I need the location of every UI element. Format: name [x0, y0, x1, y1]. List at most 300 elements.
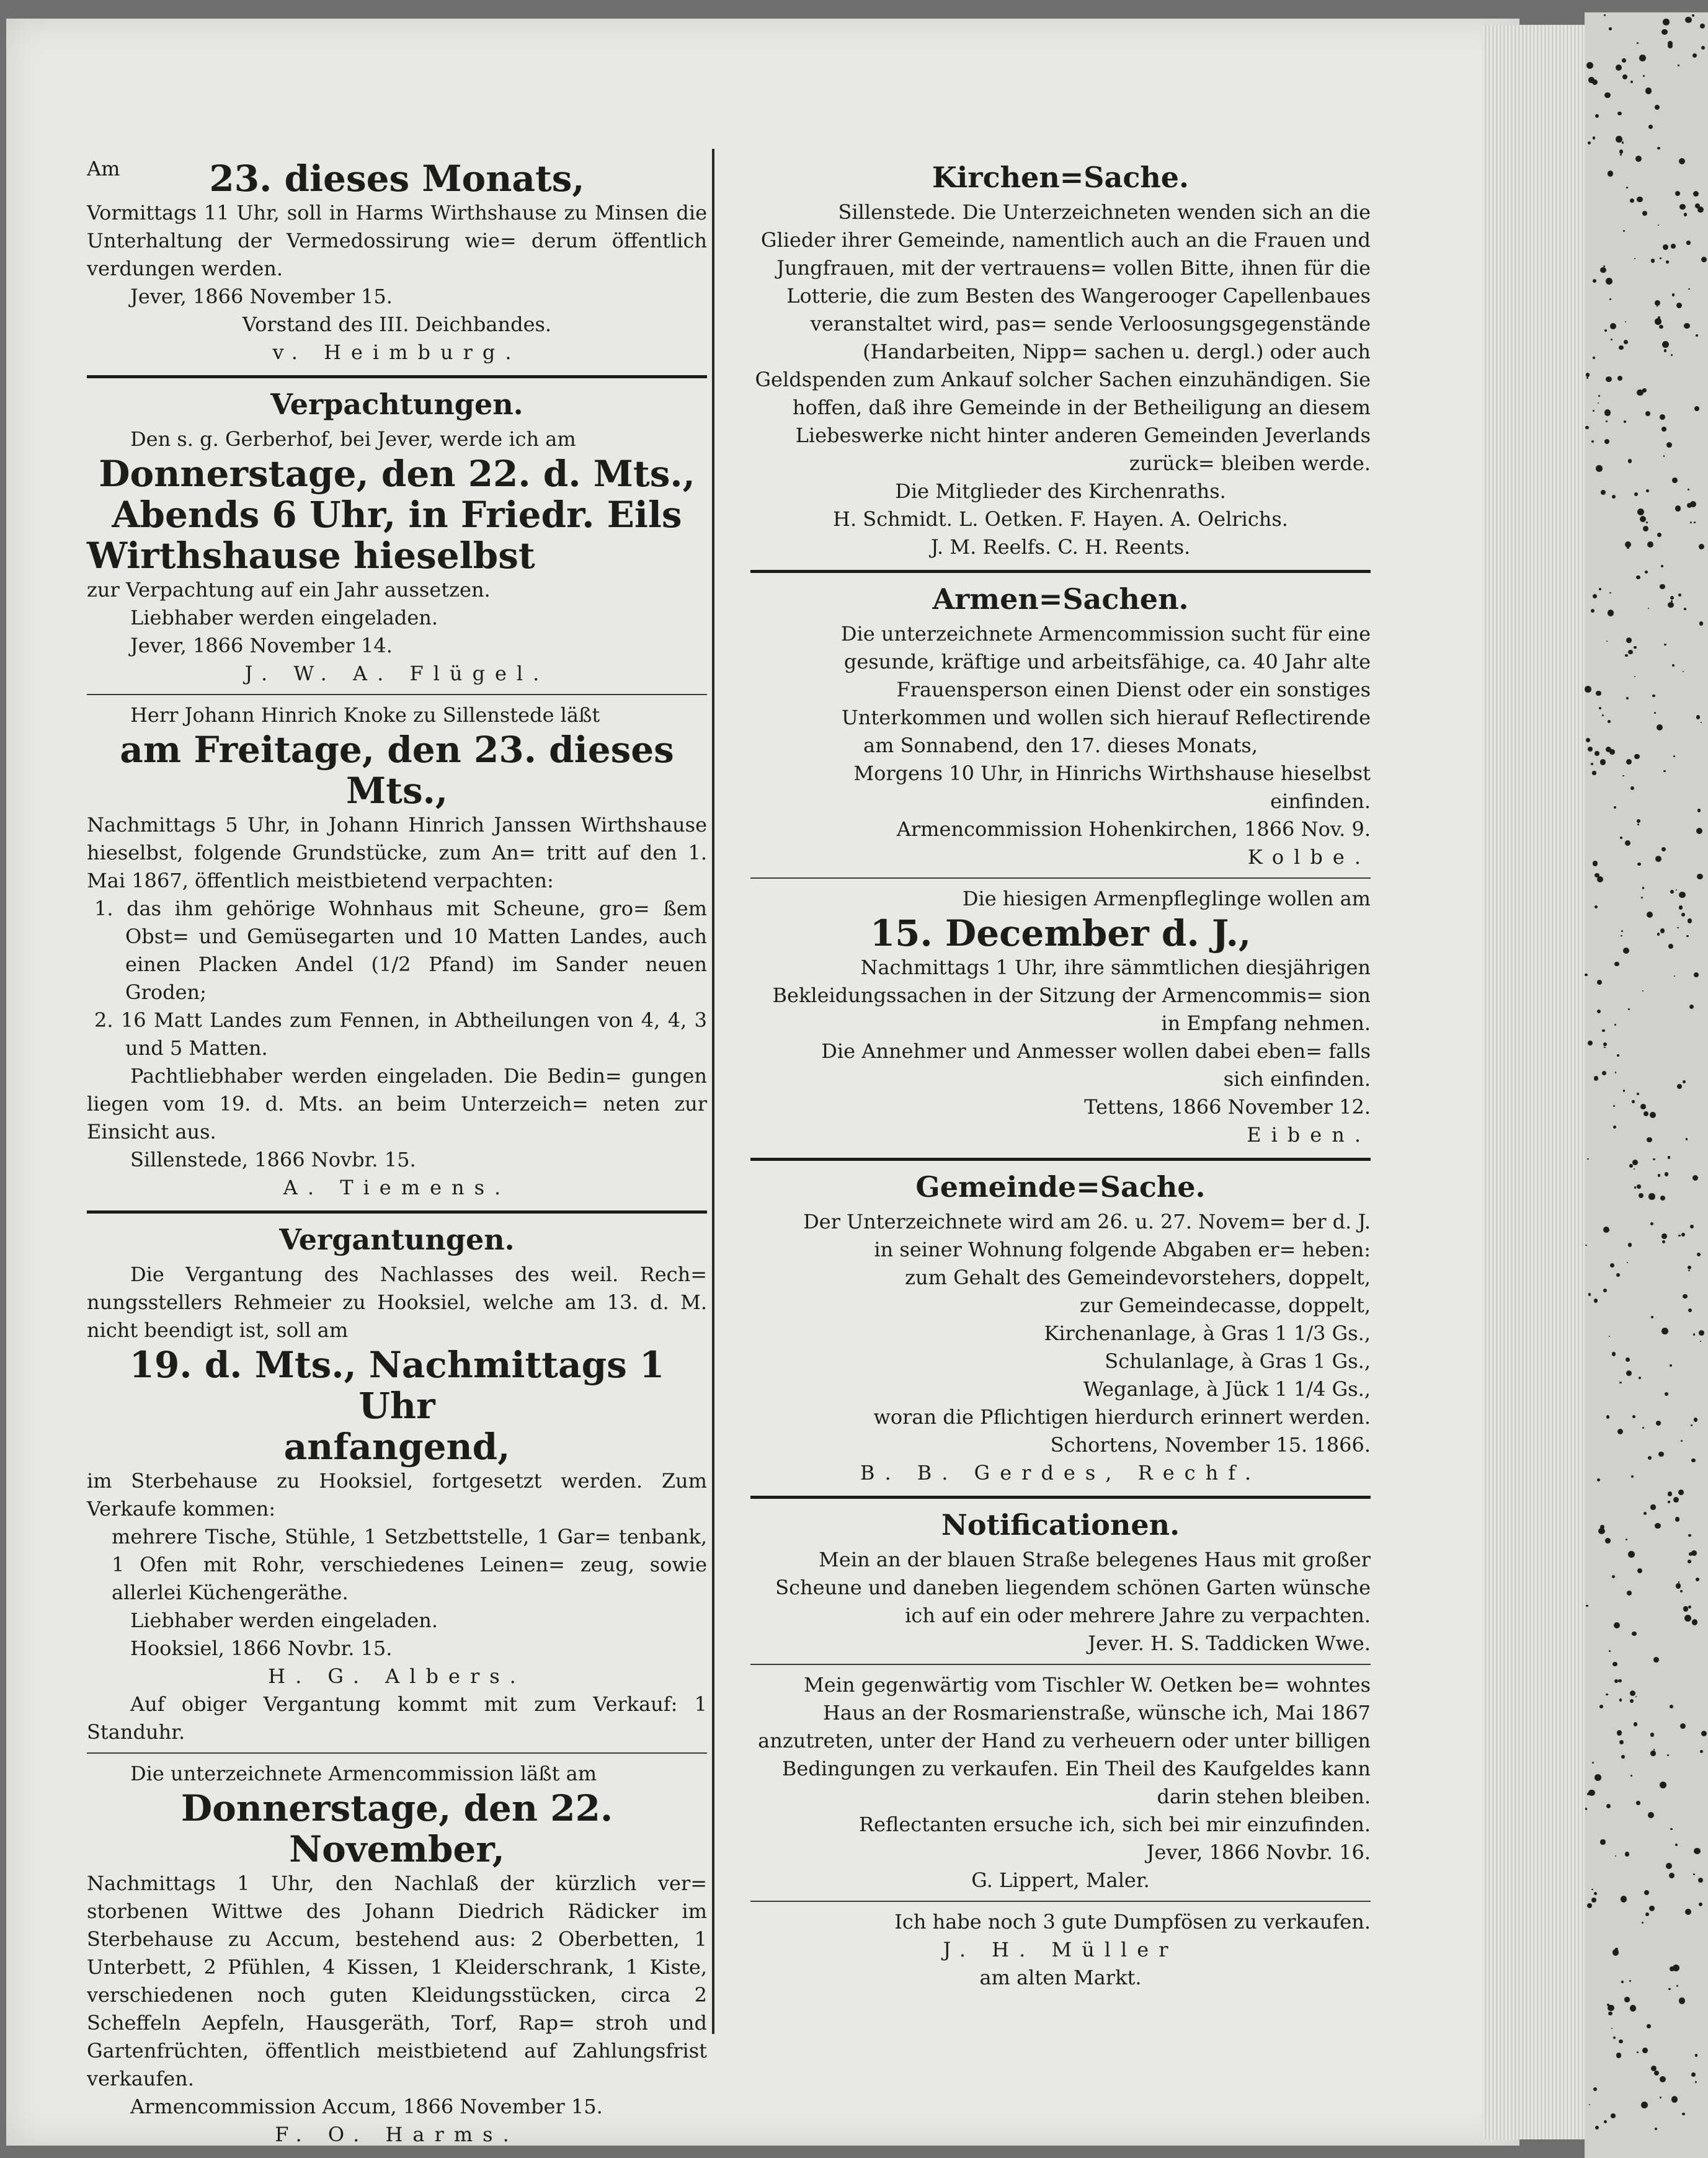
speckle	[1688, 1266, 1691, 1269]
speckle	[1613, 1105, 1615, 1107]
notif-signature-1: Jever. H. S. Taddicken Wwe.	[1088, 1632, 1371, 1655]
speckle	[1661, 1328, 1668, 1334]
speckle	[1627, 1262, 1628, 1263]
speckle	[1684, 323, 1689, 329]
speckle	[1677, 1084, 1683, 1090]
speckle	[1593, 357, 1595, 359]
heading-kirchen: Kirchen=Sache.	[932, 161, 1190, 194]
speckle	[1642, 211, 1647, 216]
speckle	[1666, 442, 1672, 448]
speckle	[1608, 720, 1611, 723]
speckle	[1657, 306, 1658, 307]
speckle	[1634, 754, 1639, 759]
speckle	[1585, 426, 1588, 429]
speckle	[1609, 298, 1611, 300]
speckle	[1675, 505, 1681, 511]
gemeinde-item: zum Gehalt des Gemeindevorstehers, doppelt,	[905, 1266, 1371, 1289]
speckle	[1678, 64, 1679, 66]
speckle	[1658, 1174, 1661, 1177]
speckle	[1650, 1733, 1655, 1737]
speckle	[1624, 340, 1628, 344]
vergantung-date: 19. d. Mts., Nachmittags 1 Uhr	[129, 1344, 665, 1427]
verpachtung-invite: Liebhaber werden eingeladen.	[130, 606, 438, 629]
speckle	[1648, 1456, 1652, 1460]
speckle	[1603, 265, 1605, 267]
speckle	[1672, 293, 1675, 296]
heading-verpachtungen: Verpachtungen.	[270, 388, 523, 421]
speckle	[1688, 489, 1689, 491]
vergantung-extra: Auf obiger Vergantung kommt mit zum Verkauf: 1 Standuhr.	[87, 1692, 707, 1744]
armen-body-2: Morgens 10 Uhr, in Hinrichs Wirthshause hieselbst einfinden.	[853, 762, 1371, 813]
speckle	[1634, 646, 1636, 649]
speckle	[1691, 1459, 1695, 1462]
speckle	[1604, 409, 1611, 415]
notice-rule	[750, 1901, 1371, 1902]
speckle	[1621, 935, 1622, 937]
notice-place: Jever, 1866 November 15.	[130, 285, 393, 308]
speckle	[1655, 300, 1660, 306]
speckle	[1599, 588, 1601, 590]
speckle	[1595, 1774, 1601, 1781]
speckle	[1665, 1172, 1669, 1176]
speckle	[1621, 1896, 1627, 1903]
section-rule	[750, 1158, 1371, 1161]
speckle	[1666, 1863, 1672, 1869]
kirchen-names-1: H. Schmidt. L. Oetken. F. Hayen. A. Oelrichs.	[833, 507, 1288, 531]
speckle	[1669, 1873, 1675, 1878]
speckle	[1615, 1072, 1617, 1073]
gemeinde-item: zur Gemeindecasse, doppelt,	[1079, 1294, 1371, 1317]
speckle	[1621, 1981, 1624, 1983]
speckle	[1678, 1581, 1679, 1583]
speckle	[1624, 420, 1626, 423]
speckle	[1650, 1112, 1656, 1118]
speckle	[1639, 1377, 1641, 1379]
speckle	[1586, 377, 1588, 379]
speckle	[1585, 974, 1588, 977]
speckle	[1598, 402, 1599, 404]
notif-body-2: Mein gegenwärtig vom Tischler W. Oetken be= wohntes Haus an der Rosmarienstraße, wünsche ich, Mai 1867 anzutreten, unter der Hand zu verheuern oder unter billigen Bedingungen zu verkaufen. Ein Theil des Kaufgeldes kann darin stehen bleiben.	[758, 1673, 1371, 1808]
speckle	[1614, 962, 1619, 967]
speckle	[1647, 1137, 1652, 1143]
speckle	[1660, 257, 1661, 259]
speckle	[1637, 42, 1639, 44]
notice-body: Vormittags 11 Uhr, soll in Harms Wirthshause zu Minsen die Unterhaltung der Vermedossirung wie= derum öffentlich verdungen werden.	[87, 201, 707, 280]
speckle	[1632, 1415, 1635, 1418]
speckle	[1589, 2104, 1590, 2105]
speckle	[1606, 1415, 1610, 1419]
speckle	[1662, 1240, 1665, 1243]
speckle	[1593, 2087, 1597, 2091]
speckle	[1588, 141, 1591, 144]
speckle	[1681, 1233, 1685, 1237]
speckle	[1610, 323, 1616, 329]
speckle	[1649, 1906, 1655, 1911]
speckle	[1693, 191, 1699, 197]
speckle	[1645, 1912, 1649, 1916]
vergantung-intro: Die Vergantung des Nachlasses des weil. Rech= nungsstellers Rehmeier zu Hooksiel, welche am 13. d. M. nicht beendigt ist, soll am	[87, 1263, 707, 1342]
speckle	[1692, 1619, 1698, 1625]
speckle	[1697, 206, 1704, 213]
speckle	[1673, 1965, 1679, 1971]
notice-am: Am	[87, 157, 120, 180]
speckle	[1619, 149, 1623, 153]
gemeinde-signature: B. B. Gerdes, Rechf.	[860, 1461, 1261, 1485]
speckle	[1585, 686, 1591, 693]
speckle	[1663, 455, 1665, 456]
speckle	[1625, 840, 1630, 846]
speckle	[1697, 809, 1701, 812]
speckle	[1628, 1243, 1632, 1246]
speckle	[1682, 2113, 1685, 2116]
speckle	[1686, 935, 1688, 937]
speckle	[1647, 541, 1653, 548]
speckle	[1655, 105, 1660, 110]
armenpflege-body-2: Die Annehmer und Anmesser wollen dabei eben= falls sich einfinden.	[821, 1039, 1371, 1091]
speckle	[1588, 1293, 1591, 1296]
speckle	[1699, 1330, 1704, 1336]
speckle	[1642, 990, 1644, 992]
accum-signature: F. O. Harms.	[275, 2123, 519, 2146]
speckle	[1612, 1575, 1615, 1578]
speckle	[1691, 1550, 1697, 1556]
speckle	[1614, 806, 1616, 809]
notice-rule	[750, 1664, 1371, 1665]
speckle	[1701, 722, 1702, 723]
speckle	[1685, 1909, 1691, 1915]
speckle	[1603, 1227, 1610, 1233]
speckle	[1672, 477, 1678, 483]
speckle	[1614, 1622, 1620, 1628]
speckle	[1605, 1538, 1611, 1543]
speckle	[1693, 1333, 1695, 1335]
speckle	[1660, 414, 1665, 420]
speckle	[1660, 928, 1665, 933]
speckle	[1671, 600, 1673, 602]
knoke-place: Sillenstede, 1866 Novbr. 15.	[130, 1148, 416, 1171]
speckle	[1597, 876, 1603, 882]
notice-signature: v. Heimburg.	[272, 340, 522, 364]
vergantung-items: mehrere Tische, Stühle, 1 Setzbettstelle, 1 Gar= tenbank, 1 Ofen mit Rohr, verschiedenes Leinen= zeug, sowie allerlei Küchengeräthe.	[112, 1525, 707, 1604]
knoke-body: Nachmittags 5 Uhr, in Johann Hinrich Janssen Wirthshause hieselbst, folgende Grundstücke, zum An= tritt auf den 1. Mai 1867, öffentlich meistbietend verpachten:	[87, 813, 707, 892]
speckle	[1646, 522, 1648, 523]
speckle	[1639, 1193, 1644, 1199]
speckle	[1594, 1076, 1599, 1081]
speckle	[1659, 325, 1663, 329]
notif-body-2b: Reflectanten ersuche ich, sich bei mir einzufinden.	[858, 1813, 1371, 1836]
left-column	[87, 155, 707, 2149]
speckle	[1611, 339, 1612, 340]
speckle	[1660, 1196, 1666, 1201]
speckle	[1655, 318, 1661, 325]
speckle	[1676, 303, 1682, 308]
speckle	[1668, 1501, 1670, 1503]
speckle	[1600, 267, 1606, 273]
speckle	[1602, 1029, 1604, 1032]
speckle	[1698, 1878, 1703, 1883]
speckle	[1626, 1357, 1630, 1362]
speckle	[1699, 621, 1704, 626]
speckle	[1606, 376, 1612, 383]
speckle	[1611, 2028, 1612, 2029]
speckle	[1592, 1762, 1594, 1764]
gemeinde-item: Kirchenanlage, à Gras 1 1/3 Gs.,	[1044, 1321, 1371, 1345]
speckle	[1585, 1808, 1588, 1810]
speckle	[1674, 975, 1675, 977]
speckle	[1683, 1606, 1689, 1612]
verpachtung-date: Donnerstage, den 22. d. Mts.,	[99, 453, 695, 495]
speckle	[1694, 1848, 1701, 1855]
speckle	[1691, 2072, 1696, 2077]
speckle	[1587, 1158, 1589, 1160]
speckle	[1622, 141, 1624, 144]
speckle	[1688, 1605, 1691, 1609]
speckle	[1701, 46, 1706, 50]
knoke-conditions: Pachtliebhaber werden eingeladen. Die Bedin= gungen liegen vom 19. d. Mts. an beim Unterzeich= neten zur Einsicht aus.	[87, 1064, 707, 1143]
speckle	[1625, 1852, 1629, 1856]
speckle	[1651, 259, 1655, 262]
speckle	[1606, 420, 1608, 422]
speckle	[1626, 1370, 1632, 1376]
speckle	[1626, 187, 1628, 189]
speckle	[1634, 492, 1638, 496]
speckle	[1653, 1657, 1659, 1663]
speckle	[1681, 913, 1685, 917]
speckle	[1616, 2053, 1622, 2058]
speckle	[1671, 244, 1676, 249]
notif-signature-2: G. Lippert, Maler.	[971, 1868, 1150, 1892]
speckle	[1661, 565, 1663, 567]
speckle	[1591, 1889, 1593, 1891]
speckle	[1597, 1478, 1600, 1481]
speckle	[1608, 2012, 1612, 2016]
speckle	[1650, 1751, 1655, 1756]
speckle	[1630, 1690, 1635, 1696]
speckle	[1644, 1111, 1648, 1116]
speckle	[1642, 2048, 1648, 2053]
speckle	[1595, 905, 1598, 908]
speckle	[1606, 641, 1608, 642]
speckle	[1648, 125, 1653, 130]
gemeinde-body: Der Unterzeichnete wird am 26. u. 27. Novem= ber d. J. in seiner Wohnung folgende Abgaben er= heben:	[803, 1210, 1371, 1261]
speckle	[1637, 1184, 1640, 1188]
speckle	[1664, 644, 1666, 646]
column-divider	[712, 149, 714, 2034]
speckle	[1609, 1650, 1611, 1652]
vergantung-start: anfangend,	[283, 1426, 510, 1468]
speckle	[1686, 1138, 1688, 1140]
speckle	[1610, 1263, 1614, 1268]
speckle	[1648, 1812, 1654, 1818]
speckle	[1617, 1429, 1623, 1434]
speckle	[1613, 2036, 1616, 2039]
speckle	[1635, 1696, 1637, 1697]
speckle	[1670, 1705, 1673, 1708]
speckle	[1679, 158, 1685, 164]
speckle	[1617, 112, 1621, 115]
vergantung-place: Hooksiel, 1866 Novbr. 15.	[130, 1636, 393, 1660]
verpachtung-place: Jever, 1866 November 14.	[130, 634, 393, 657]
speckle	[1635, 156, 1642, 162]
speckle	[1637, 863, 1641, 866]
speckle	[1612, 1352, 1616, 1356]
accum-intro: Die unterzeichnete Armencommission läßt am	[130, 1762, 597, 1785]
speckle	[1630, 786, 1634, 790]
vergantung-invite: Liebhaber werden eingeladen.	[130, 1609, 438, 1632]
speckle	[1630, 198, 1634, 203]
speckle	[1696, 334, 1698, 337]
speckle	[1629, 1980, 1631, 1982]
speckle	[1636, 575, 1640, 579]
speckle	[1654, 2071, 1660, 2076]
gemeinde-place: Schortens, November 15. 1866.	[1050, 1433, 1371, 1457]
armen-body: Die unterzeichnete Armencommission sucht für eine gesunde, kräftige und arbeitsfähige, ca. 40 Jahr alte Frauensperson einen Dienst oder ein sonstiges Unterkommen und wollen sich hierauf Reflectirende	[840, 622, 1371, 729]
speckle	[1675, 191, 1680, 196]
speckle	[1677, 927, 1678, 928]
speckle	[1597, 980, 1603, 985]
speckle	[1648, 1193, 1655, 1199]
notice-date: 23. dieses Monats,	[209, 158, 585, 200]
speckle	[1604, 1047, 1606, 1049]
speckle	[1603, 1289, 1607, 1292]
speckle	[1692, 14, 1694, 17]
speckle	[1697, 1253, 1701, 1256]
speckle	[1632, 1632, 1636, 1636]
speckle	[1660, 2076, 1666, 2082]
speckle	[1615, 1948, 1617, 1950]
speckle	[1694, 522, 1696, 523]
speckle	[1693, 1873, 1695, 1875]
speckle	[1613, 1126, 1616, 1129]
speckle	[1586, 373, 1590, 376]
speckle	[1619, 1698, 1622, 1701]
speckle	[1690, 522, 1692, 523]
speckle	[1616, 64, 1622, 71]
speckle	[1593, 279, 1596, 283]
speckle	[1628, 650, 1633, 655]
speckle	[1670, 890, 1674, 894]
speckle	[1690, 1225, 1694, 1228]
knoke-date: am Freitage, den 23. dieses Mts.,	[120, 729, 674, 812]
speckle	[1619, 345, 1623, 350]
armenpflege-body: Nachmittags 1 Uhr, ihre sämmtlichen diesjährigen Bekleidungssachen in der Sitzung der Armencommis= sion in Empfang nehmen.	[772, 956, 1371, 1035]
speckle	[1641, 897, 1643, 899]
speckle	[1647, 912, 1653, 918]
speckle	[1663, 770, 1665, 772]
speckle	[1641, 2102, 1648, 2108]
speckle	[1628, 459, 1632, 463]
speckle	[1611, 2113, 1616, 2118]
speckle	[1643, 526, 1648, 531]
speckle	[1630, 81, 1633, 83]
speckle	[1661, 1233, 1667, 1239]
speckle	[1629, 1164, 1633, 1168]
speckle	[1691, 1424, 1692, 1426]
kirchen-members: Die Mitglieder des Kirchenraths.	[895, 479, 1226, 503]
speckle	[1609, 1336, 1610, 1337]
speckle	[1648, 608, 1649, 609]
speckle	[1595, 751, 1599, 756]
speckle	[1695, 2054, 1698, 2057]
section-rule	[750, 570, 1371, 573]
armen-date: am Sonnabend, den 17. dieses Monats,	[863, 734, 1258, 757]
speckle	[1630, 1699, 1634, 1703]
speckle	[1686, 241, 1690, 244]
speckle	[1679, 892, 1686, 899]
speckle	[1639, 55, 1646, 61]
speckle	[1697, 874, 1703, 880]
speckle	[1594, 1299, 1598, 1303]
speckle	[1598, 395, 1600, 397]
armen-signature: Kolbe.	[1247, 845, 1371, 869]
speckle	[1619, 2040, 1622, 2043]
gemeinde-item: Weganlage, à Jück 1 1/4 Gs.,	[1083, 1377, 1371, 1401]
speckle	[1696, 1578, 1699, 1581]
right-column	[750, 155, 1371, 1992]
speckle	[1628, 1551, 1635, 1558]
speckle	[1670, 1828, 1672, 1830]
speckle	[1588, 747, 1593, 752]
speckle	[1600, 1839, 1605, 1844]
speckle	[1593, 410, 1595, 412]
speckle	[1663, 244, 1668, 250]
speckle	[1592, 771, 1596, 775]
speckle	[1699, 544, 1704, 549]
speckle	[1678, 1490, 1684, 1495]
accum-body: Nachmittags 1 Uhr, den Nachlaß der kürzlich ver= storbenen Wittwe des Johann Diedrich Rädicker im Sterbehause zu Accum, bestehend aus: 2 Oberbetten, 1 Unterbett, 2 Pfühlen, 4 Kissen, 1 Kleiderschrank, 1 Kiste, verschiedenen noch guten Kleidungsstücken, circa 2 Scheffeln Aepfeln, Hausgeräth, Torf, Rap= stroh und Gartenfrüchten, öffentlich meistbietend auf Zahlungsfrist verkaufen.	[87, 1872, 707, 2090]
speckle	[1626, 697, 1629, 699]
accum-date: Donnerstage, den 22. November,	[180, 1787, 613, 1870]
speckle	[1637, 819, 1640, 823]
speckle	[1668, 1988, 1671, 1991]
speckle	[1668, 944, 1673, 949]
speckle	[1599, 707, 1601, 709]
speckle	[1587, 1903, 1592, 1908]
speckle	[1606, 1804, 1611, 1808]
speckle	[1640, 1104, 1646, 1109]
speckle	[1602, 1071, 1606, 1075]
speckle	[1650, 1222, 1653, 1225]
speckle	[1679, 1997, 1686, 2004]
speckle	[1627, 1591, 1632, 1596]
speckle	[1637, 389, 1644, 396]
speckle	[1694, 972, 1699, 978]
speckle	[1665, 1392, 1668, 1396]
speckle	[1655, 856, 1661, 862]
speckle	[1592, 79, 1598, 85]
speckle	[1637, 824, 1639, 825]
knoke-intro: Herr Johann Hinrich Knoke zu Sillenstede läßt	[130, 703, 600, 727]
speckle	[1642, 887, 1645, 889]
speckle	[1640, 516, 1646, 522]
speckle	[1622, 74, 1628, 80]
speckle	[1699, 1903, 1702, 1906]
notice-rule	[87, 1752, 707, 1754]
notif-signature-3b: am alten Markt.	[979, 1966, 1142, 1989]
speckle	[1624, 1997, 1630, 2002]
speckle	[1654, 712, 1656, 714]
speckle	[1643, 75, 1645, 77]
verpachtung-signature: J. W. A. Flügel.	[244, 662, 549, 685]
gemeinde-item: Schulanlage, à Gras 1 Gs.,	[1105, 1349, 1371, 1373]
section-rule	[750, 1496, 1371, 1499]
speckle	[1604, 14, 1606, 16]
speckle	[1598, 1528, 1604, 1534]
speckle	[1637, 1093, 1639, 1095]
speckle	[1688, 1270, 1690, 1272]
section-rule	[87, 1210, 707, 1214]
speckle	[1637, 1568, 1642, 1573]
